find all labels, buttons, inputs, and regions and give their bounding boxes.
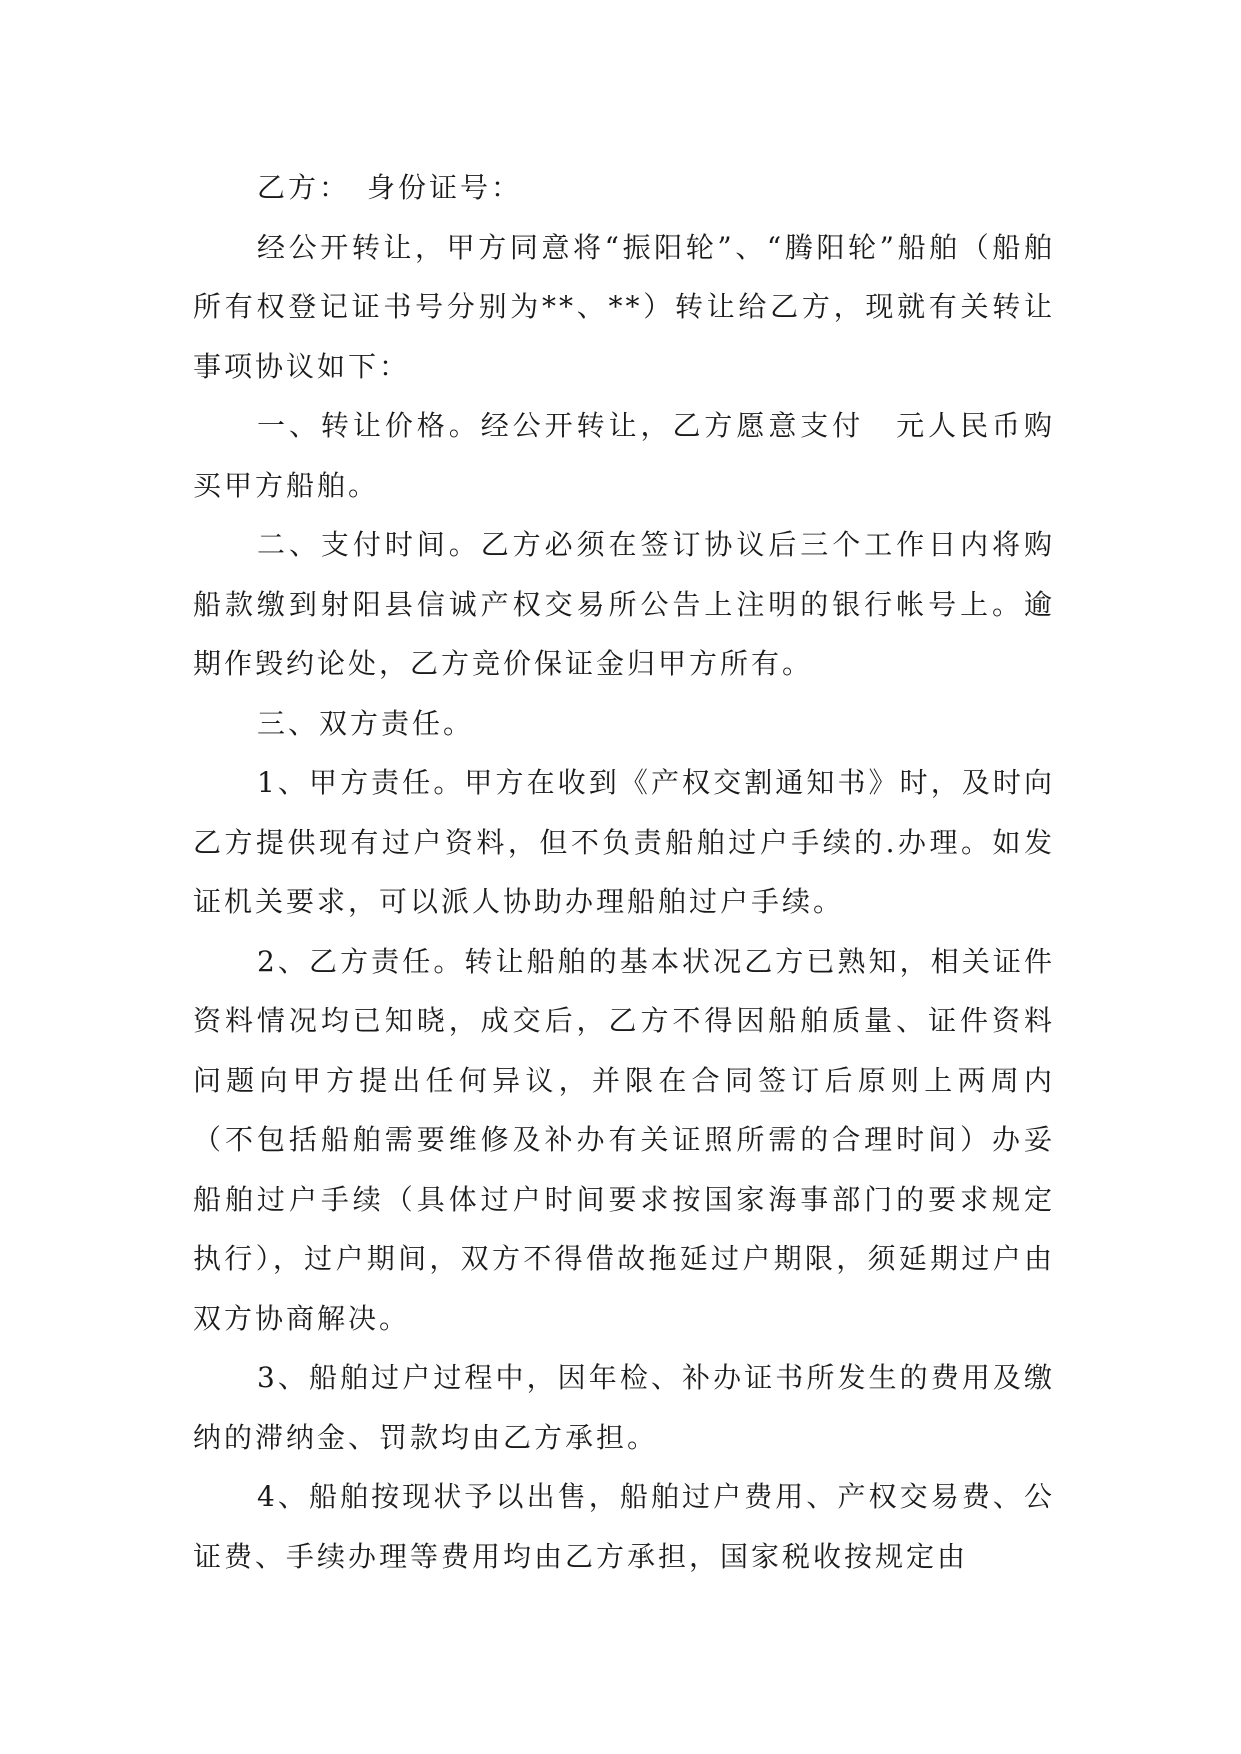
- paragraph-price: 一、转让价格。经公开转让，乙方愿意支付 元人民币购买甲方船舶。: [193, 409, 1055, 502]
- paragraph-responsibilities-heading: 三、双方责任。: [257, 706, 475, 740]
- paragraph-party-a-responsibility: 1、甲方责任。甲方在收到《产权交割通知书》时，及时向乙方提供现有过户资料，但不负责船舶过户手续的.办理。如发证机关要求，可以派人协助办理船舶过户手续。: [193, 766, 1055, 918]
- paragraph-party-b-id: 乙方： 身份证号：: [257, 171, 523, 204]
- paragraph-sale-as-is: 4、船舶按现状予以出售，船舶过户费用、产权交易费、公证费、手续办理等费用均由乙方承担，国家税收按规定由: [193, 1480, 1055, 1573]
- paragraph-payment-time: 二、支付时间。乙方必须在签订协议后三个工作日内将购船款缴到射阳县信诚产权交易所公告上注明的银行帐号上。逾期作毁约论处，乙方竞价保证金归甲方所有。: [193, 528, 1055, 680]
- paragraph-intro: 经公开转让，甲方同意将“振阳轮”、“腾阳轮”船舶（船舶所有权登记证书号分别为**、**）转让给乙方，现就有关转让事项协议如下：: [193, 230, 1055, 383]
- document-body: [193, 158, 1055, 1586]
- paragraph-transfer-fees: 3、船舶过户过程中，因年检、补办证书所发生的费用及缴纳的滞纳金、罚款均由乙方承担。: [193, 1361, 1055, 1454]
- paragraph-party-b-responsibility: 2、乙方责任。转让船舶的基本状况乙方已熟知，相关证件资料情况均已知晓，成交后，乙方不得因船舶质量、证件资料问题向甲方提出任何异议，并限在合同签订后原则上两周内（不包括船舶需要维修及补办有关证照所需的合理时间）办妥船舶过户手续（具体过户时间要求按国家海事部门的要求规定执行），过户期间，双方不得借故拖延过户期限，须延期过户由双方协商解决。: [193, 944, 1055, 1335]
